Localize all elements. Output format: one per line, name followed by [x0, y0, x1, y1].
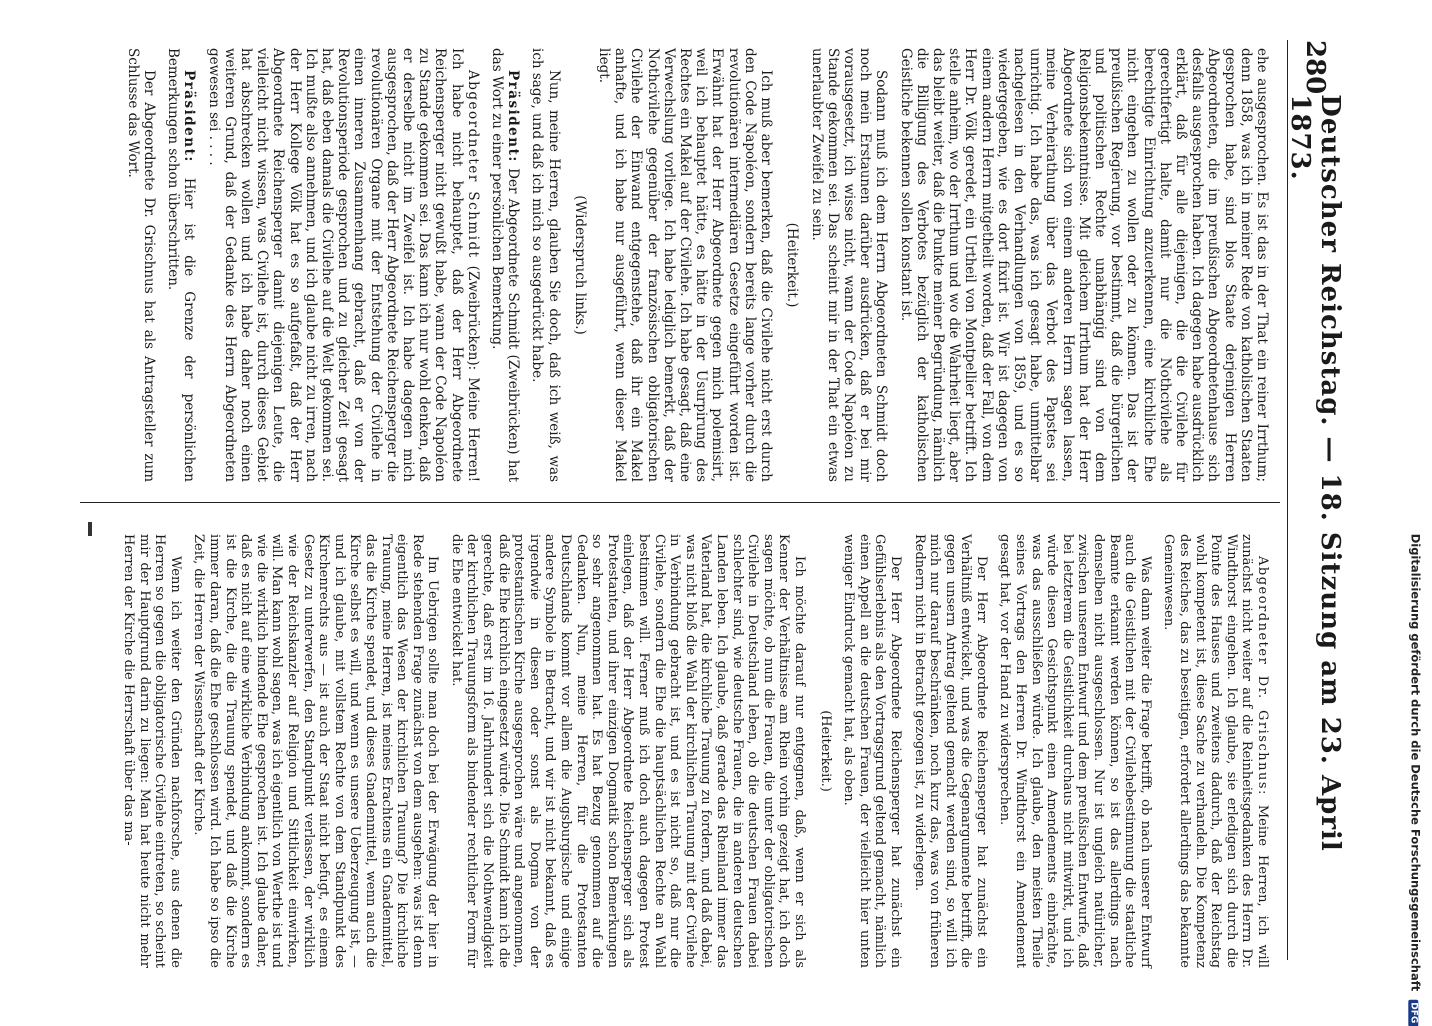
stage-direction: (Heiterkeit.) [817, 710, 833, 792]
paragraph: Der Herr Abgeordnete Reichensperger hat zunächst ein Gefühlserlebnis als den Vortragsgrund geltend gemacht, nämlich einen Appell an die deutschen Frauen, der vielleicht hier unten weniger Eindruck gemacht hat, als oben. [841, 534, 903, 968]
page-header [1285, 40, 1345, 960]
paragraph: Ich möchte darauf nur entgegnen, daß, wenn er sich als Kenner der Verhältnisse am Rhein vorhin gezeigt hat, ich doch sagen möchte, ob nun die Frauen, die unter der obligatorischen Civilehe in Deutschland leben, ob die deutschen Frauen dabei schlechter sind, wie deutsche Frauen, die in anderen deutschen Landen leben. Ich glaube, daß gerade das Rheinland immer das Vaterland hat, die kirchliche Trauung zu fordern, und daß dabei, was nicht bloß die Wahl der kirchlichen Trauung mit der Civilehe in Verbindung gebracht ist, und es ist nicht so, daß nur die Civilehe, sondern die Ehe die hauptsächlichen Rechte an Wahl bestimmen will. Ferner muß ich doch auch dagegen Protest einlegen, daß der Herr Abgeordnete Reichensperger sich als Protestanten, und ihrer einzigen Dogmatik schon Bemerkungen so sehr angenommen hat. Es hat Bezug genommen auf die Gedanken. Nun, meine Herren, für die Protestanten Deutschlands kommt vor allem die Augsburgische und einige andere Symbole in Betracht, und wir ist nicht bekannt, daß es irgendwie in diesen oder sonst als Dogma von der protestantischen Kirche ausgesprochen wäre und angenommen, daß die Ehe kirchlich eingesetzt würde. Die Schmidt kann ich die gerechte, daß erst im 16. Jahrhundert sich die Nothwendigkeit der kirchlichen Trauungsform als bindender rechtlicher Form für die Ehe entwickelt hat. [448, 534, 807, 968]
speech-text: Meine Herren, ich will zunächst nicht weiter auf die Reinheitsgedanken des Herrn Dr. Windthorst eingehen. Ich glaube, sie erledigen sich durch die Pointe des Hauses und zweitens dadurch, daß der Reichstag wohl kompetent ist, diese Sache zu verhandeln. Die Kompetenz des Reiches, das zu beseitigen, erfordert allerdings das bekannte Gemeinwesen. [1161, 534, 1270, 968]
digitization-note [1404, 533, 1426, 1024]
paragraph: Ich muß aber bemerken, daß die Civilehe nicht erst durch den Code Napoléon, sondern bereits lange vorher durch die revolutionären intermediären Gesetze eingeführt worden ist. Erwähnt hat der Herr Abgeordnete gegen mich polemisirt, weil ich behauptet hätte, es hätte in der Usurpirung des Rechtes ein Makel auf der Civilehe. Ich habe gesagt, daß eine Verwechslung vorliege. Ich habe lediglich bemerkt, daß der Nothcivilehe gegenüber der französischen obligatorischen Civilehe der Einwand entgegenstehe, daß ihr ein Makel anhafte, und ich habe nur ausgeführt, wenn dieser Makel liegt. [596, 48, 775, 482]
speech-text: Meine Herren! Ich habe nicht behauptet, daß der Herr Abgeordnete Reichensperger nicht gewußt habe, wann der Code Napoléon zu Stande gekommen sei. Das kann ich nur wohl denken, daß er derselbe nicht im Zweifel ist. Ich habe dagegen mich ausgesprochen, daß der Herr Abgeordnete Reichensperger die revolutionären Organe mit der Entstehung der Civilehe in einen inneren Zusammenhang gebracht, daß er von der Revolutionsperiode gesprochen und zu gleicher Zeit gesagt hat, daß eben damals die Civilehe auf die Welt gekommen sei. Ich mußte also annehmen, und ich glaube nicht zu irren, nach der Herr Kollege Völk hat es so aufgefaßt, daß der Herr Abgeordnete Reichensperger damit diejenigen Leute, die vielleicht nicht wissen, was Civilehe ist, durch dieses Gebiet hat abschrecken wollen und ich habe daher noch einen weiteren Grund, daß der Gedanke des Herrn Abgeordneten gewesen sei . . . . [205, 48, 481, 482]
right-column [112, 534, 1270, 968]
stage-direction: (Heiterkeit.) [784, 222, 801, 308]
paragraph: Im Uebrigen sollte man doch bei der Erwägung der hier in Rede stehenden Frage zunächst von dem ausgehen: was ist denn eigentlich das Wesen der kirchlichen Trauung? Die kirchliche Trauung, meine Herren, ist meines Erachtens ein Gnadenmittel, das die Kirche spendet, und dieses Gnadenmittel, wenn auch die Kirche selbst es will, und wenn es unsere Ueberzeugung ist, — und ich glaube, mit vollstem Rechte von dem Standpunkt des Kirchenrechts aus — ist auch der Staat nicht befugt, es einem Gesetz zu unterwerfen, den Standpunkt verlassen, der wirklich wie der Reichskanzler auf Religion und Sittlichkeit einwirken, will. Man kann wohl sagen, was ich eigentlich von Werthe ist und wie die wirklich bindende Ehe gesprochen ist. Ich glaube daher, daß es nicht auf eine wirkliche Verbindung ankommt, sondern es ist die Kirche, die die Trauung spendet, und daß die Kirche immer daran, daß die Ehe geschlossen wird. Ich habe so ipso die Zeit, die Herren der Wissenschaft der Kirche. [191, 534, 441, 968]
paragraph: Nun, meine Herren, glauben Sie doch, daß ich weiß, was ich sage, und daß ich mich so ausgedrückt habe. [529, 48, 562, 482]
speaker-place: (Zweibrücken): [464, 265, 481, 371]
scan-edge-mark [88, 522, 92, 536]
header-rule [1287, 40, 1288, 960]
left-column [117, 48, 1270, 482]
page-number: 280 [1300, 40, 1330, 95]
paragraph: Was dann weiter die Frage betrifft, ob nach unserer Entwurf auch die Geistlichen mit der Civilehebestimmung die staatliche Beamte erkannt werden können, so ist das allerdings nach demselben nicht ausgeschlossen. Nur ist ungleich natürlicher, zwischen unserem Entwurf und dem preußischen Entwurfe, daß bei letzterem die Geistlichkeit durchaus nicht mitwirkt, und ich würde diesen Gesichtspunkt einen Amendements einbrächte, was das ausschließen würde. Ich glaube, den meisten Theile seines Vortrags den Herren Dr. Windthorst ein Amendement gesagt hat, vor der Hand zu widersprechen. [997, 534, 1153, 968]
running-title: Deutscher Reichstag. — 18. Sitzung am 23. April 1873. [1285, 94, 1345, 852]
speech-text: Der Abgeordnete Schmidt (Zweibrücken) hat das Wort zu einer persönlichen Bemerkung. [489, 48, 522, 483]
speaker-name: Abgeordneter Schmidt [464, 70, 481, 259]
speech-president [165, 48, 197, 482]
speaker-name: Präsident: [505, 70, 522, 163]
column-divider [80, 502, 1280, 503]
speech-grischnus [1161, 534, 1270, 968]
paragraph: Der Herr Abgeordnete Reichensperger hat zunächst ein Verhältniß entwickelt, und was die Gegenargumente betrifft, die gegen unsern Antrag geltend gemacht werden sind, so will ich mich nur darauf beschränken, noch kurz das, was von früheren Rednern nicht in Betracht gezogen ist, zu widerlegen. [911, 534, 989, 968]
paragraph: Wenn ich weiter den Gründen nachforsche, aus denen die Herren so gegen die obligatorische Civilehe eintreten, so scheint mir der Hauptgrund darin zu liegen: Man hat heute nicht mehr Herren der Kirche die Herrschaft über das ma- [121, 534, 183, 968]
speech-schmidt [205, 48, 480, 482]
speech-text: Hier ist die Grenze der persönlichen Bemerkungen schon überschritten. [165, 48, 198, 482]
dfg-logo: DFG [1408, 999, 1418, 1026]
paragraph: Sodann muß ich dem Herrn Abgeordneten Schmidt doch noch mein Erstaunen darüber ausdrücken, daß er bei mir vorausgesetzt, ich wisse nicht, wann der Code Napoléon zu Stande gekommen sei. Das scheint mir in der That ein etwas unerlaubter Zweifel zu sein. [808, 48, 890, 482]
paragraph: ehe ausgesprochen. Es ist das in der That ein reiner Irrthum; denn 1858, was ich in meiner Rede von katholischen Staaten gesprochen habe, sind blos Staate derjenigen Herren Abgeordneten, die im preußischen Abgeordnetenhause sich desfalls ausgesprochen haben. Ich dagegen habe ausdrücklich erklärt, daß für alle diejenigen, die die Civilehe für gerechtfertigt halte, damit nur die Nothcivilehe als berechtigte Einrichtung anzuerkennen, eine kirchliche Ehe nicht eingehen zu wollen oder zu können. Das ist der preußischen Regierung, vor bestimmt, daß die bürgerlichen und politischen Rechte unabhängig sind von dem Religionsbekenntnisse. Mit gleichem Irrthum hat der Herr Abgeordnete sich von einem anderen Herrn sagen lassen, meine Verheirathung über das Verbot des Papstes sei unrichtig. Ich habe das, was ich gesagt habe, unmittelbar nachgelesen in den Verhandlungen von 1859, und es so wiedergegeben, wie es dort fixirt ist. Wir ist dagegen von einem andern Herrn mitgetheilt worden, daß der Fall, von dem Herr Dr. Völk geredet, ein Urtheil von Montpellier betrifft. Ich stelle anheim, wo der Irrthum und wo die Wahrheit liegt, aber das bleibt weiter, daß die Punkte meiner Begründung, nämlich die Billigung des Verbotes bezüglich der katholischen Geistliche bekennen sollen konstant ist. [897, 48, 1270, 482]
speech-president [489, 48, 521, 482]
speaker-name: Abgeordneter Dr. Grischnus: [1255, 556, 1270, 796]
paragraph: Der Abgeordnete Dr. Grischnus hat als Antragsteller zum Schlusse das Wort. [124, 48, 157, 482]
speaker-name: Präsident: [181, 70, 198, 163]
stage-direction: (Widerspruch links.) [571, 195, 588, 335]
digitization-credit: Digitalisierung gefördert durch die Deutsche Forschungsgemeinschaft [1408, 533, 1422, 992]
